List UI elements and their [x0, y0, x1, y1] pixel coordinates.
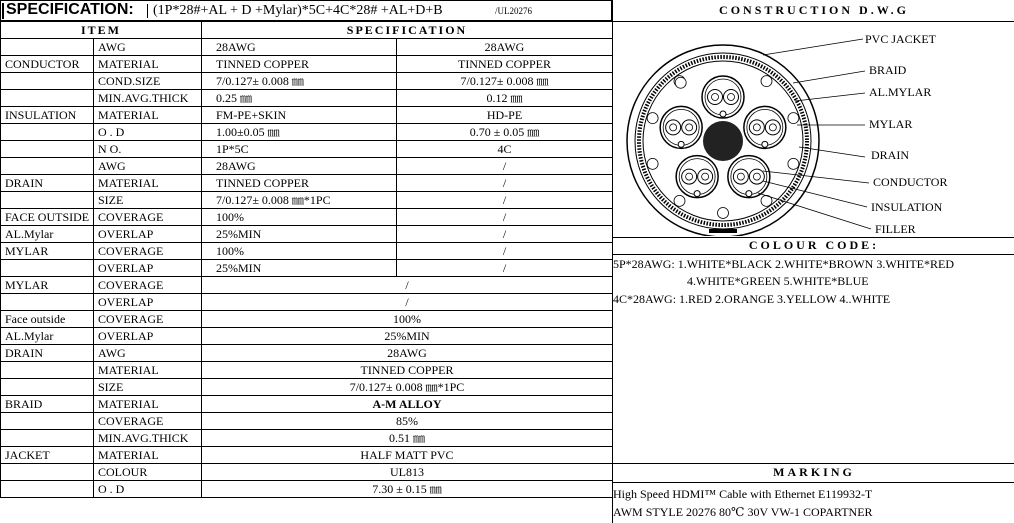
group-cell [1, 192, 94, 209]
table-row [1, 345, 613, 362]
cable-config: (1P*28#+AL + D +Mylar)*5C+4C*28# +AL+D+B [153, 3, 443, 18]
single-conductor [788, 158, 799, 169]
value-cell-4c: 28AWG [397, 39, 613, 56]
value-cell-5p: TINNED COPPER [202, 175, 397, 192]
value-cell-4c: / [397, 260, 613, 277]
table-row [1, 379, 613, 396]
value-cell-4c: 0.12 ㎜ [397, 90, 613, 107]
table-row [1, 447, 613, 464]
single-conductor [675, 77, 686, 88]
table-row [1, 73, 613, 90]
table-header-row [1, 22, 613, 39]
item-cell: MATERIAL [94, 175, 202, 192]
table-row [1, 56, 613, 73]
group-cell [1, 90, 94, 107]
item-cell: AWG [94, 158, 202, 175]
marking-title: MARKING [773, 465, 855, 479]
value-cell-4c: TINNED COPPER [397, 56, 613, 73]
group-cell [1, 124, 94, 141]
item-cell: O . D [94, 481, 202, 498]
item-cell: COVERAGE [94, 277, 202, 294]
item-header: ITEM [1, 22, 202, 39]
label-conductor: CONDUCTOR [873, 175, 948, 189]
pair-insulation [733, 169, 748, 184]
table-row [1, 260, 613, 277]
label-al-mylar: AL.MYLAR [869, 85, 932, 99]
spec-table-body [1, 22, 613, 498]
group-cell: JACKET [1, 447, 94, 464]
label-braid: BRAID [869, 63, 907, 77]
table-row [1, 39, 613, 56]
group-cell: AL.Mylar [1, 328, 94, 345]
group-cell [1, 158, 94, 175]
group-cell: DRAIN [1, 175, 94, 192]
group-cell: BRAID [1, 396, 94, 413]
pair-insulation [724, 90, 739, 105]
value-cell-4c: / [397, 243, 613, 260]
item-cell: SIZE [94, 192, 202, 209]
value-cell-4c: / [397, 158, 613, 175]
pair-insulation [682, 120, 697, 135]
item-cell: SIZE [94, 379, 202, 396]
spec-header [0, 0, 612, 21]
table-row [1, 294, 613, 311]
group-cell [1, 481, 94, 498]
value-cell-5p: 25%MIN [202, 226, 397, 243]
table-row [1, 107, 613, 124]
pair-drain [720, 111, 726, 117]
value-cell-4c: 0.70 ± 0.05 ㎜ [397, 124, 613, 141]
item-cell: MATERIAL [94, 362, 202, 379]
table-row [1, 413, 613, 430]
value-cell: / [202, 277, 613, 294]
leader-line [793, 71, 865, 83]
label-pvc-jacket: PVC JACKET [865, 32, 937, 46]
group-cell [1, 464, 94, 481]
value-cell-5p: 1P*5C [202, 141, 397, 158]
item-cell: COLOUR [94, 464, 202, 481]
spec-table [0, 21, 613, 498]
item-cell: MATERIAL [94, 396, 202, 413]
group-cell [1, 413, 94, 430]
value-cell-4c: 7/0.127± 0.008 ㎜ [397, 73, 613, 90]
table-row [1, 226, 613, 243]
table-row [1, 464, 613, 481]
table-row [1, 396, 613, 413]
pair-drain [678, 141, 684, 147]
single-conductor [647, 113, 658, 124]
value-cell-5p: 1.00±0.05 ㎜ [202, 124, 397, 141]
table-row [1, 311, 613, 328]
item-cell: OVERLAP [94, 294, 202, 311]
table-row [1, 362, 613, 379]
ul-standard: /UL20276 [495, 6, 532, 16]
center-filler [703, 121, 743, 161]
label-insulation: INSULATION [871, 200, 943, 214]
value-cell-4c: HD-PE [397, 107, 613, 124]
leader-line [763, 39, 863, 55]
colour-code-line-2: 4.WHITE*GREEN 5.WHITE*BLUE [687, 274, 869, 288]
table-row [1, 243, 613, 260]
colour-code-title: COLOUR CODE: [748, 238, 880, 252]
item-cell: MIN.AVG.THICK [94, 90, 202, 107]
item-cell: AWG [94, 345, 202, 362]
item-cell: OVERLAP [94, 226, 202, 243]
colour-code-line-3: 4C*28AWG: 1.RED 2.ORANGE 3.YELLOW 4..WHITE [613, 292, 891, 306]
leader-line [799, 147, 865, 157]
value-cell-5p: 100% [202, 209, 397, 226]
cable-cross-section-drawing [613, 21, 1014, 236]
value-cell: 25%MIN [202, 328, 613, 345]
pair-insulation [666, 120, 681, 135]
label-mylar: MYLAR [869, 117, 913, 131]
table-row [1, 481, 613, 498]
spec-header-cell: SPECIFICATION [202, 22, 613, 39]
value-cell: 7.30 ± 0.15 ㎜ [202, 481, 613, 498]
pair-insulation [708, 90, 723, 105]
group-cell: MYLAR [1, 277, 94, 294]
value-cell-4c: 4C [397, 141, 613, 158]
value-cell-5p: 28AWG [202, 39, 397, 56]
value-cell-4c: / [397, 226, 613, 243]
pair-drain [746, 191, 752, 197]
table-row [1, 192, 613, 209]
group-cell: DRAIN [1, 345, 94, 362]
table-row [1, 430, 613, 447]
group-cell: INSULATION [1, 107, 94, 124]
drain-wire-mark [709, 229, 737, 233]
value-cell-5p: 0.25 ㎜ [202, 90, 397, 107]
item-cell: COVERAGE [94, 413, 202, 430]
value-cell: / [202, 294, 613, 311]
item-cell: COVERAGE [94, 243, 202, 260]
value-cell: TINNED COPPER [202, 362, 613, 379]
item-cell: O . D [94, 124, 202, 141]
value-cell-4c: / [397, 192, 613, 209]
group-cell: FACE OUTSIDE [1, 209, 94, 226]
item-cell: MATERIAL [94, 447, 202, 464]
divider [613, 482, 1014, 483]
pair-insulation [749, 120, 764, 135]
value-cell: 0.51 ㎜ [202, 430, 613, 447]
marking-line-2: AWM STYLE 20276 80℃ 30V VW-1 COPARTNER [613, 505, 873, 519]
item-cell: COND.SIZE [94, 73, 202, 90]
value-cell: HALF MATT PVC [202, 447, 613, 464]
value-cell-5p: 25%MIN [202, 260, 397, 277]
item-cell: COVERAGE [94, 311, 202, 328]
group-cell: AL.Mylar [1, 226, 94, 243]
group-cell [1, 141, 94, 158]
table-row [1, 328, 613, 345]
value-cell: A-M ALLOY [202, 396, 613, 413]
pair-drain [694, 191, 700, 197]
value-cell-5p: TINNED COPPER [202, 56, 397, 73]
group-cell [1, 73, 94, 90]
table-row [1, 209, 613, 226]
pair-insulation [698, 169, 713, 184]
value-cell: UL813 [202, 464, 613, 481]
single-conductor [788, 113, 799, 124]
text-cursor-mark [147, 4, 148, 18]
group-cell [1, 39, 94, 56]
value-cell: 100% [202, 311, 613, 328]
group-cell: MYLAR [1, 243, 94, 260]
pair-insulation [682, 169, 697, 184]
divider [613, 463, 1014, 464]
marking-line-1: High Speed HDMI™ Cable with Ethernet E119932-T [613, 487, 873, 501]
value-cell-5p: 100% [202, 243, 397, 260]
leader-line [763, 171, 869, 183]
group-cell [1, 260, 94, 277]
value-cell: 28AWG [202, 345, 613, 362]
value-cell-4c: / [397, 209, 613, 226]
value-cell-5p: 7/0.127± 0.008 ㎜*1PC [202, 192, 397, 209]
colour-code-line-1: 5P*28AWG: 1.WHITE*BLACK 2.WHITE*BROWN 3.WHITE*RED [613, 257, 954, 271]
single-conductor [647, 158, 658, 169]
single-conductor [761, 76, 772, 87]
divider [613, 254, 1014, 255]
pair-insulation [749, 169, 764, 184]
value-cell: 85% [202, 413, 613, 430]
single-conductor [674, 195, 685, 206]
group-cell [1, 430, 94, 447]
group-cell [1, 294, 94, 311]
right-panel [612, 0, 1014, 523]
pair-drain [762, 141, 768, 147]
item-cell: MATERIAL [94, 56, 202, 73]
item-cell: MIN.AVG.THICK [94, 430, 202, 447]
leader-line [795, 93, 865, 101]
item-cell: OVERLAP [94, 260, 202, 277]
label-filler: FILLER [875, 222, 916, 236]
group-cell: Face outside [1, 311, 94, 328]
leader-line [758, 193, 871, 229]
table-row [1, 124, 613, 141]
item-cell: OVERLAP [94, 328, 202, 345]
table-row [1, 141, 613, 158]
item-cell: N O. [94, 141, 202, 158]
value-cell-4c: / [397, 175, 613, 192]
table-row [1, 158, 613, 175]
spec-title: SPECIFICATION: [6, 1, 134, 18]
label-drain: DRAIN [871, 148, 909, 162]
construction-title: CONSTRUCTION D.W.G [719, 3, 909, 17]
group-cell [1, 362, 94, 379]
value-cell: 7/0.127± 0.008 ㎜*1PC [202, 379, 613, 396]
table-row [1, 90, 613, 107]
single-conductor [718, 208, 729, 219]
table-row [1, 175, 613, 192]
pair-insulation [765, 120, 780, 135]
value-cell-5p: FM-PE+SKIN [202, 107, 397, 124]
value-cell-5p: 28AWG [202, 158, 397, 175]
value-cell-5p: 7/0.127± 0.008 ㎜ [202, 73, 397, 90]
group-cell: CONDUCTOR [1, 56, 94, 73]
item-cell: AWG [94, 39, 202, 56]
group-cell [1, 379, 94, 396]
item-cell: MATERIAL [94, 107, 202, 124]
item-cell: COVERAGE [94, 209, 202, 226]
table-row [1, 277, 613, 294]
